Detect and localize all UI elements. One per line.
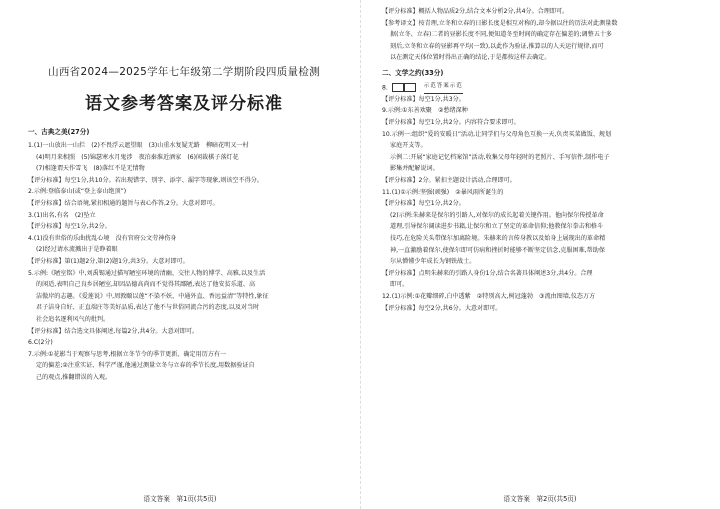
answer-line: (2)示例:朱赫来是保尔的引路人,对保尔的成长起着关键作用。他向保尔传授革命 xyxy=(390,211,604,219)
scoring-line: 【评分标准】第(1)题2分,第(2)题1分,共3分。大意对即可。 xyxy=(28,257,189,265)
scoring-line: 【评分标准】结合语境,紧扣相通的题旨与表心作答,2分。大意对即可。 xyxy=(28,199,219,207)
answer-line: 洁傲岸的志趣。《爱莲说》中,周敦颐以莲“不染不妖、中通外直、香远益清”等特性,象征 xyxy=(36,292,269,300)
scoring-line: 【评分标准】每空1分,共3分。 xyxy=(382,95,465,103)
answer-line: 2.示例:登临泰山(或“登上泰山绝顶”) xyxy=(28,188,127,196)
section-heading-1: 一、古典之美(27分) xyxy=(28,128,90,136)
answer-line: 11.(1)①示例:坚强(顽强) ②暴风雨所诞生的 xyxy=(382,188,504,196)
answer-line: 神,一直激励着保尔,使保尔即可仿病和挫折时能够不断坚定信念,克服困难,帮助保 xyxy=(390,246,605,254)
answer-line: 12.(1)示例:①花瓣细碎,白中透紫 ②特别高大,树冠蓬勃 ③流由图墙,仪态万方 xyxy=(382,292,596,300)
answer-line: (4)明月来相照 (5)锦瑟寒水月鬼涉 夜泊秦淮近酒家 (6)闲裁棋子落灯花 xyxy=(36,153,239,161)
answer-line: 10.示例一:组织“爱的安暖日”活动,让同学们与父母角色互换一天,负责买菜做饭、规划 xyxy=(382,130,612,138)
answer-line: (7)相逢谓天作雪飞 (8)落红不是无情物 xyxy=(36,165,145,173)
answer-line: 社会追名逐利风气的批判。 xyxy=(36,315,110,323)
answer-line: 7.示例:①花影当于观察与思考,根据立冬节令的季节更新、确定用历方有一 xyxy=(28,350,227,358)
scoring-line: 【评分标准】每空2分,共6分。大意对即可。 xyxy=(382,304,502,312)
answer-line: 技巧,在危险关头带保尔加离险境。朱赫来的言传身教以及始身上展现出的革命精 xyxy=(390,234,606,242)
scoring-line: 【评分标准】每空1分,共2分。内容符合要求即可。 xyxy=(382,119,520,127)
answer-line: 3.(1)出名,有名 (2)坠立 xyxy=(28,211,96,219)
answer-line: 5.示例:《陋室铭》中,刘禹锡通过描写陋室环境的清幽、交往人物的博学、高雅,以及生活 xyxy=(28,269,266,277)
q8-label: 8. xyxy=(382,84,388,92)
answer-line: 6.C(2分) xyxy=(28,339,53,347)
q8-answer xyxy=(382,81,700,94)
exam-title: 山西省2024—2025学年七年级第二学期阶段四质量检测 xyxy=(48,66,320,78)
answer-page-2 xyxy=(360,0,720,509)
scoring-line: 【评分标准】每空1分,共10分。若出现错字、别字、添字、漏字等现象,则该空不得分。 xyxy=(28,176,263,184)
translation-line: 以在测定天体位置时得出正确的结论,于是都按这样去确定。 xyxy=(390,54,551,62)
q8-handwriting-sample: 示范答案示范 xyxy=(424,81,463,94)
answer-line: 影集并配解说词。 xyxy=(390,165,439,173)
scoring-line: 【评分标准】2分。紧扣主题设计活动,合理即可。 xyxy=(382,177,516,185)
answer-line: 家庭开支等。 xyxy=(390,142,427,150)
answer-line: 4.(1)没有世俗的乐曲扰乱心境 没有官府公文劳神伤身 xyxy=(28,234,177,242)
answer-line: 9.示例:①东善欢聚 ②愁绪深种 xyxy=(382,107,468,115)
scoring-line: 【评分标准】每空1分,共2分。 xyxy=(28,223,111,231)
scoring-line: 【评分标准】每空1分,共2分。 xyxy=(382,200,465,208)
scoring-line: 【评分标准】点明朱赫来的引路人身份1分,结合名著具体阐述3分,共4分。合理 xyxy=(382,269,593,277)
translation-line: 【参考译文】按青理,立冬和立春的日影长度是相互对称的,却今据以往的历法对此测量数 xyxy=(382,19,618,27)
answer-line: 定的偏差;②注重实证、科学严谨,他通过测量立冬与立春的季节长度,用数据验证自 xyxy=(36,362,255,370)
answer-line: 道理,引导保尔阔读进步书籍,让保尔和立了坚定的革命信仰;他教保尔拳击和格斗 xyxy=(390,223,604,231)
character-grid xyxy=(392,83,416,92)
translation-line: 据(立冬、立春)二者的昼影长度不同,便知道冬至时间的确定存在偏差的;调整五十多 xyxy=(390,31,613,39)
answer-line: 己的观点,推翻错误的入观。 xyxy=(36,373,112,381)
answer-line: (2)经过请水流溅出于是睁着眼 xyxy=(36,246,118,254)
section-heading-2: 二、文学之约(33分) xyxy=(382,68,444,77)
grid-cell xyxy=(392,83,404,92)
answer-line: 君子洁身自好、正直端庄等美好品质,表达了他不与世俗同流合污的态度,以及对当时 xyxy=(36,304,260,312)
page-footer: 语文答案 第2页(共5页) xyxy=(503,495,577,503)
answer-line: 示例二:开展“家庭记忆档案馆”活动,收集父母年轻时的老照片、手写信件,制作电子 xyxy=(390,153,610,161)
answer-line: 的闲适,表明自己良乡居陋室,却因品德高尚而不觉得其鄙陋,表达了他安贫乐道、高 xyxy=(36,281,256,289)
page-footer: 语文答案 第1页(共5页) xyxy=(143,495,217,503)
scoring-line: 即可。 xyxy=(390,281,409,289)
translation-line: 刻后,立冬和立春的昼影再平均(一致),以此作为验证,推算以的人天运行规律,而可 xyxy=(390,42,604,50)
scoring-line: 【评分标准】概括人物品质2分,结合文本分析2分,共4分。合理即可。 xyxy=(382,8,569,15)
answer-line: 尔从懵懂少年成长为钢铁战士。 xyxy=(390,258,476,266)
answer-line: 1.(1)一山放出一山拦 (2)不畏浮云遮望眼 (3)山重水复疑无路 柳暗花明又一村 xyxy=(28,142,249,149)
scoring-line: 【评分标准】结合选文具体阐述,每篇2分,共4分。大意对即可。 xyxy=(28,327,199,335)
grid-cell xyxy=(404,83,416,92)
document-title: 语文参考答案及评分标准 xyxy=(85,94,283,114)
